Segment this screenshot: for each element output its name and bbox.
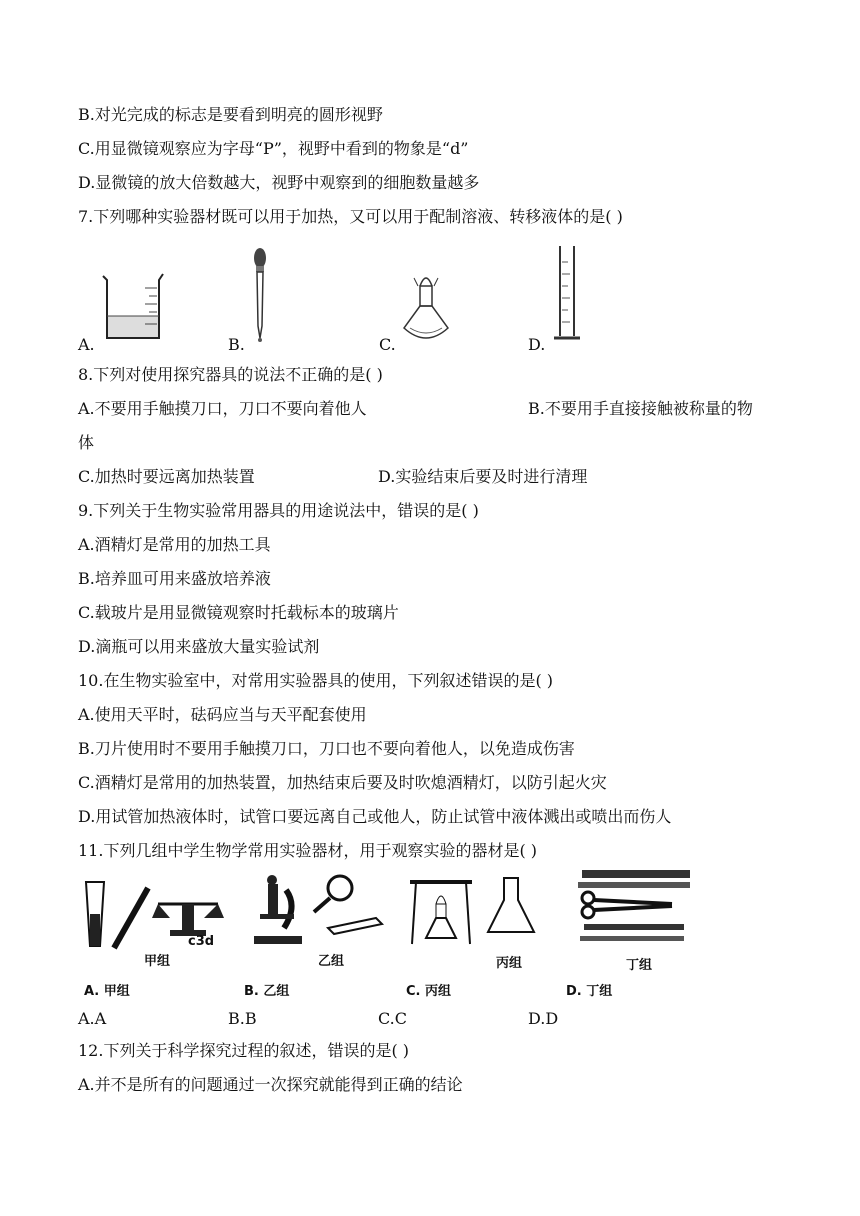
q10-option-a: A.使用天平时，砝码应当与天平配套使用 <box>78 705 367 724</box>
q7-stem: 7.下列哪种实验器材既可以用于加热，又可以用于配制溶液、转移液体的是( ) <box>78 207 623 226</box>
fig-option-b: B. 乙组 <box>244 984 290 999</box>
q9-option-b: B.培养皿可用来盛放培养液 <box>78 569 271 588</box>
q9-stem: 9.下列关于生物实验常用器具的用途说法中，错误的是( ) <box>78 501 479 520</box>
q8-option-d: D.实验结束后要及时进行清理 <box>378 467 588 486</box>
q11-answer-d: D.D <box>528 1009 559 1028</box>
q10-option-d: D.用试管加热液体时，试管口要远离自己或他人，防止试管中液体溅出或喷出而伤人 <box>78 807 672 826</box>
q7-option-d: D. <box>528 335 546 354</box>
beaker-icon <box>95 268 167 344</box>
group-label-jia: 甲组 <box>144 954 171 969</box>
q6-option-b: B.对光完成的标志是要看到明亮的圆形视野 <box>78 105 383 124</box>
q11-answer-b: B.B <box>228 1009 257 1028</box>
q10-option-c: C.酒精灯是常用的加热装置，加热结束后要及时吹熄酒精灯，以防引起火灾 <box>78 773 607 792</box>
fig-option-a: A. 甲组 <box>84 984 130 999</box>
alcohol-lamp-icon <box>400 268 452 348</box>
q11-figure <box>78 866 698 1002</box>
q11-answer-c: C.C <box>378 1009 407 1028</box>
microscope-and-magnifier-icon <box>246 870 386 946</box>
dissecting-tools-icon <box>576 866 696 952</box>
group-label-bing: 丙组 <box>496 956 523 971</box>
q9-option-d: D.滴瓶可以用来盛放大量实验试剂 <box>78 637 320 656</box>
q9-option-a: A.酒精灯是常用的加热工具 <box>78 535 271 554</box>
fig-option-d: D. 丁组 <box>566 984 613 999</box>
q8-stem: 8.下列对使用探究器具的说法不正确的是( ) <box>78 365 383 384</box>
q9-option-c: C.载玻片是用显微镜观察时托载标本的玻璃片 <box>78 603 399 622</box>
q11-stem: 11.下列几组中学生物学常用实验器材，用于观察实验的器材是( ) <box>78 841 538 860</box>
graduated-cylinder-icon <box>550 242 584 346</box>
q10-stem: 10.在生物实验室中，对常用实验器具的使用，下列叙述错误的是( ) <box>78 671 554 690</box>
fig-option-c: C. 丙组 <box>406 984 452 999</box>
group-label-ding: 丁组 <box>626 958 653 973</box>
q7-option-b: B. <box>228 335 245 354</box>
weight-label: c3d <box>188 934 215 949</box>
q8-option-b-wrap: 体 <box>78 433 95 452</box>
q6-option-d: D.显微镜的放大倍数越大，视野中观察到的细胞数量越多 <box>78 173 480 192</box>
q6-option-c: C.用显微镜观察应为字母“P”，视野中看到的物象是“d” <box>78 139 469 158</box>
q8-option-c: C.加热时要远离加热装置 <box>78 467 255 486</box>
q8-option-a: A.不要用手触摸刀口，刀口不要向着他人 <box>78 399 367 418</box>
q10-option-b: B.刀片使用时不要用手触摸刀口，刀口也不要向着他人，以免造成伤害 <box>78 739 575 758</box>
q12-stem: 12.下列关于科学探究过程的叙述，错误的是( ) <box>78 1041 410 1060</box>
q7-option-c: C. <box>379 335 396 354</box>
q7-option-a: A. <box>78 335 95 354</box>
q11-answer-a: A.A <box>78 1009 107 1028</box>
q12-option-a: A.并不是所有的问题通过一次探究就能得到正确的结论 <box>78 1075 463 1094</box>
dropper-icon <box>248 246 272 344</box>
tripod-and-flask-icon <box>406 872 546 952</box>
group-label-yi: 乙组 <box>318 954 345 969</box>
q8-option-b: B.不要用手直接接触被称量的物 <box>528 399 753 418</box>
